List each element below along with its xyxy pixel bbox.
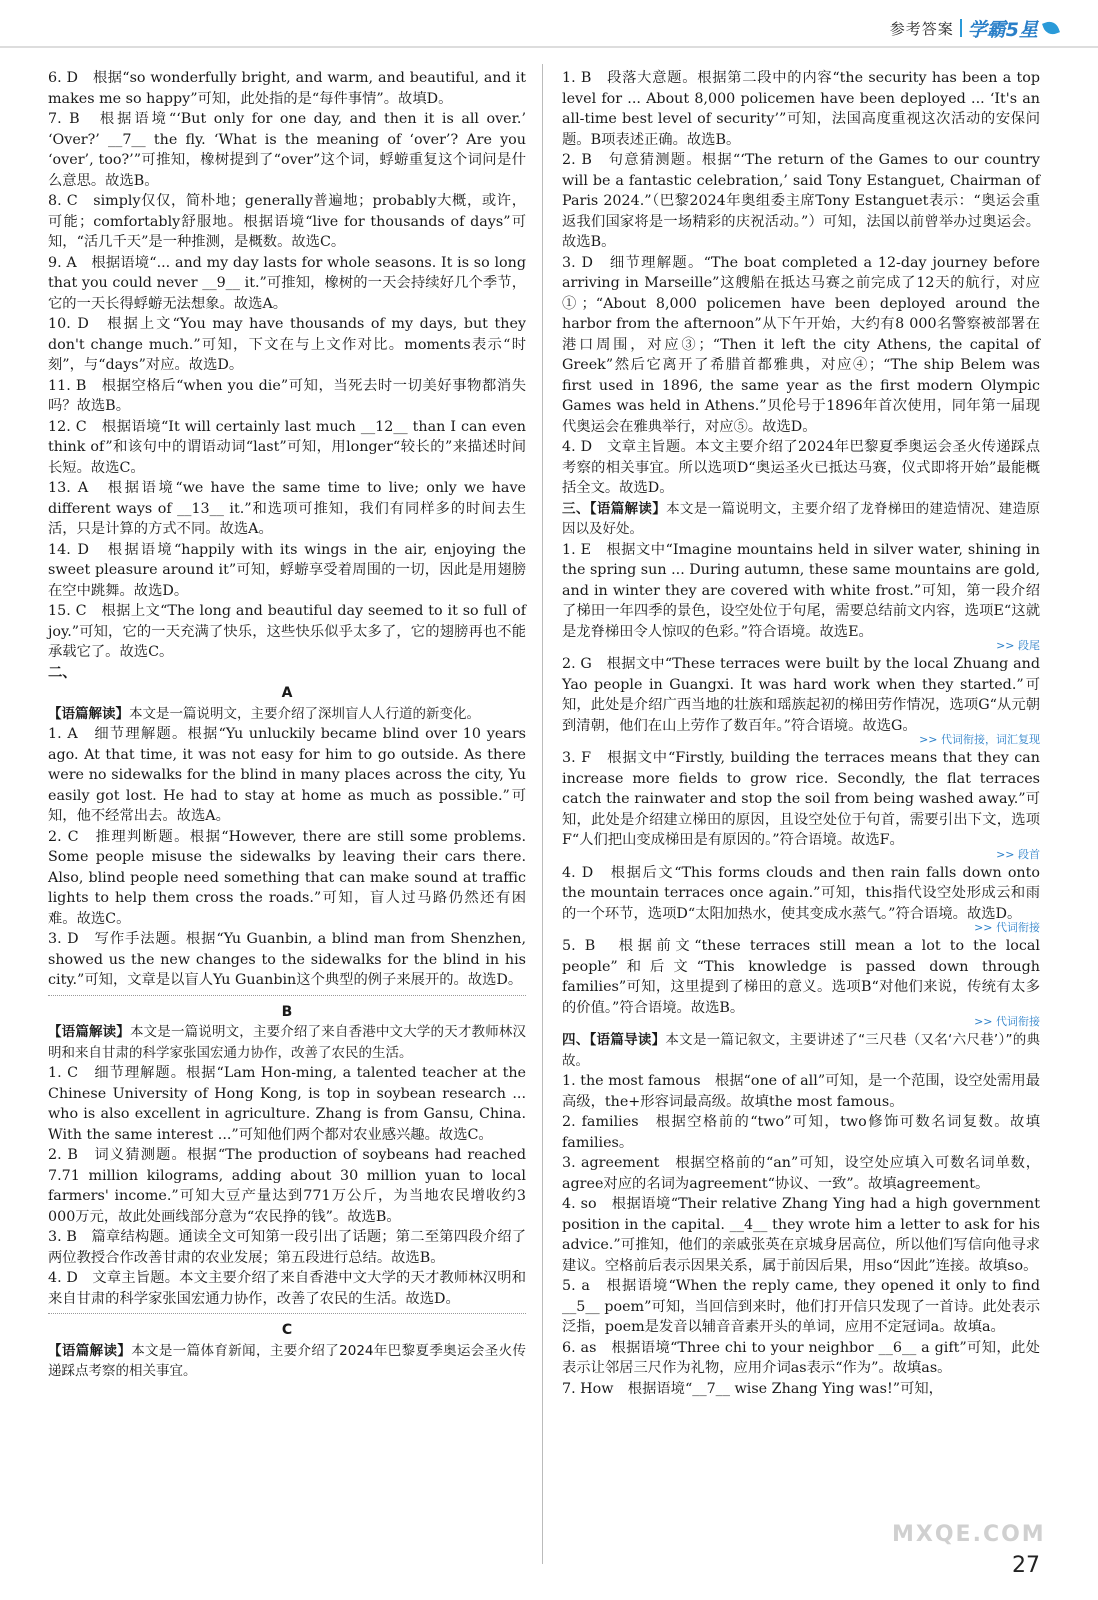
answer-item: 2. B 句意猜测题。根据“‘The return of the Games to our country will be a fantastic celebration,’ said Tony Estanguet, Chairman of Paris 2024.”（巴黎2024年奥组委主席Tony Estanguet表示：“奥运会重返我们国家将是一场精彩的庆祝活动。”）可知，法国以前曾举办过奥运会。故选B。 — [562, 152, 1040, 250]
answer-item: 6. D 根据“so wonderfully bright, and warm, and beautiful, and it makes me so happy”可知，此处指的是“每件事情”。故填D。 — [48, 70, 526, 107]
passage-summary — [562, 1030, 1040, 1071]
answer-item: 4. D 文章主旨题。本文主要介绍了2024年巴黎夏季奥运会圣火传递踩点考察的相关事宜。所以选项D“奥运圣火已抵达马赛，仪式即将开始”最能概括全文。故选D。 — [562, 439, 1040, 496]
left-column — [48, 68, 526, 1382]
answer-item: 3. F 根据文中“Firstly, building the terraces means that they can increase more fields to grow rice. Secondly, the flat terraces catch the rainwater and stop the soil from being washed away.”可知，此处是介绍建立梯田的原因，且设空处位于句首，需要引出下文，选项F“人们把山变成梯田是有原因的。”符合语境。故选F。 — [562, 750, 1040, 848]
passage-summary — [48, 704, 526, 725]
summary-label: 四、【语篇导读】 — [562, 1032, 666, 1048]
hint-tag: >> 段首 — [996, 847, 1040, 861]
answer-item: 5. B 根据前文“these terraces still mean a lot to the local people”和后文“This knowledge is passed down through families”可知，这里提到了梯田的意义。选项B“对他们来说，传统有太多的价值。”符合语境。故选B。 — [562, 938, 1040, 1016]
answer-item: 7. B 根据语境“‘But only for one day, and then it is all over.’ ‘Over?’ __7__ the fly. ‘What is the meaning of ‘over’? Are you ‘over’, too?’”可推知，橡树提到了“over”这个词，蜉蝣重复这个词问是什么意思。故选B。 — [48, 111, 526, 189]
summary-label: 【语篇解读】 — [48, 1342, 132, 1359]
answer-item: 1. the most famous 根据“one of all”可知，是一个范围，设空处需用最高级，the+形容词最高级。故填the most famous。 — [562, 1073, 1040, 1110]
summary-text: 本文是一篇说明文，主要介绍了龙脊梯田的建造情况、建造原因以及好处。 — [562, 500, 1041, 537]
answer-item: 12. C 根据语境“It will certainly last much __12__ than I can even think of”和该句中的谓语动词“last”可知，用longer“较长的”来描述时间长短。故选C。 — [48, 418, 526, 476]
answer-item: 1. E 根据文中“Imagine mountains held in silver water, shining in the spring sun ... During autumn, these same mountains are gold, and in winter they are covered with white frost.”可知，第一段介绍了梯田一年四季的景色，设空处位于句尾，需要总结前文内容，选项E“这就是龙脊梯田令人惊叹的色彩。”符合语境。故选E。 — [562, 541, 1040, 640]
hint-tag: >> 代词衔接 — [974, 921, 1040, 934]
answer-item: 6. as 根据语境“Three chi to your neighbor __6__ a gift”可知，此处表示让邻居三尺作为礼物，应用介词as表示“作为”。故填as。 — [562, 1339, 1040, 1376]
answer-item: 4. so 根据语境“Their relative Zhang Ying had a high government position in the capital. __4__ they wrote him a letter to ask for his advice.”可推知，他们的亲戚张英在京城身居高位，所以他们写信向他寻求建议。空格前后表示因果关系，属于前因后果，用so“因此”连接。故填so。 — [562, 1196, 1040, 1274]
answer-item: 9. A 根据语境“... and my day lasts for whole seasons. It is so long that you could never __9__ it.”可推知，橡树的一天会持续好几个季节，它的一天长得蜉蝣无法想象。故选A。 — [48, 254, 526, 312]
bird-icon — [1042, 19, 1060, 37]
summary-text: 本文是一篇记叙文，主要讲述了“三尺巷（又名‘六尺巷’）”的典故。 — [562, 1032, 1041, 1069]
header-label: 参考答案 — [889, 19, 954, 38]
hint-tag: >> 段尾 — [996, 639, 1040, 652]
answer-item: 3. D 细节理解题。“The boat completed a 12-day journey before arriving in Marseille”这艘船在抵达马赛之前完成了12天的航行，对应①；“About 8,000 policemen have been deployed around the harbor from the afternoon”从下午开始，大约有8 000名警察被部署在港口周围，对应③；“Then it left the city Athens, the capital of Greek”然后它离开了希腊首都雅典，对应④；“The ship Belem was first used in 1896, the same year as the first modern Olympic Games was held in Athens.”贝伦号于1896年首次使用，同年第一届现代奥运会在雅典举行，对应⑤。故选D。 — [562, 254, 1040, 435]
answer-item: 5. a 根据语境“When the reply came, they opened it only to find __5__ poem”可知，当回信到来时，他们打开信只发现了一首诗。此处表示泛指，poem是发音以辅音音素开头的单词，应用不定冠词a。故填a。 — [562, 1278, 1040, 1335]
answer-item: 7. How 根据语境“__7__ wise Zhang Ying was!”可知， — [562, 1380, 943, 1397]
summary-label: 【语篇解读】 — [48, 705, 129, 722]
right-column — [562, 68, 1040, 1399]
answer-item: 2. families 根据空格前的“two”可知，two修饰可数名词复数。故填families。 — [562, 1114, 1040, 1151]
answer-item: 1. B 段落大意题。根据第二段中的内容“the security has been a top level for ... About 8,000 policemen have been deployed ... ‘It's an all-time best level of security’”可知，法国高度重视这次活动的安保问题。B项表述正确。故选B。 — [562, 70, 1040, 148]
passage-letter: B — [281, 1003, 293, 1020]
answer-item: 2. G 根据文中“These terraces were built by the local Zhuang and Yao people in Guangxi. It was hard work when they started.”可知，此处是介绍广西当地的壮族和瑶族起初的梯田劳作情况，选项G“从元朝到清朝，他们在山上劳作了数百年。”符合语境。故选G。 — [562, 656, 1040, 734]
hint-tag: >> 代词衔接，词汇复现 — [919, 733, 1040, 746]
answer-item: 8. C simply仅仅，简朴地；generally普遍地；probably大概，或许，可能；comfortably舒服地。根据语境“live for thousands of days”可知，“活几千天”是一种推测，是概数。故选C。 — [48, 193, 526, 250]
summary-text: 本文是一篇说明文，主要介绍了深圳盲人人行道的新变化。 — [129, 705, 480, 722]
summary-text: 本文是一篇说明文，主要介绍了来自香港中文大学的天才教师林汉明和来自甘肃的科学家张国宏通力协作，改善了农民的生活。 — [48, 1024, 527, 1061]
answer-item: 11. B 根据空格后“when you die”可知，当死去时一切美好事物都消失吗？故选B。 — [48, 377, 526, 414]
answer-item: 15. C 根据上文“The long and beautiful day seemed to it so full of joy.”可知，它的一天充满了快乐，这些快乐似乎太多了，它的翅膀再也不能承载它了。故选C。 — [48, 603, 526, 660]
passage-summary — [48, 1341, 526, 1382]
hint-tag: >> 代词衔接 — [974, 1015, 1040, 1028]
answer-item: 3. D 写作手法题。根据“Yu Guanbin, a blind man from Shenzhen, showed us the new changes to the sidewalks for the blind in his city.”可知，文章是以盲人Yu Guanbin这个典型的例子来展开的。故选D。 — [48, 931, 526, 988]
passage-summary — [562, 499, 1040, 540]
answer-item: 3. B 篇章结构题。通读全文可知第一段引出了话题；第二至第四段介绍了两位教授合作改善甘肃的农业发展；第五段进行总结。故选B。 — [48, 1229, 526, 1266]
header-brand: 学霸5星 — [967, 18, 1038, 41]
section-separator — [48, 1313, 526, 1314]
answer-item: 10. D 根据上文“You may have thousands of my days, but they don't change much.”可知，下文在与上文作对比。moments表示“时刻”，与“days”对应。故选D。 — [48, 316, 526, 373]
header-divider — [0, 46, 1098, 48]
section-heading: 二、 — [48, 664, 77, 681]
answer-item: 4. D 根据后文“This forms clouds and then rain falls down onto the mountain terraces once again.”可知，this指代设空处形成云和雨的一个环节，选项D“太阳加热水，使其变成水蒸气。”符合语境。故选D。 — [562, 864, 1040, 922]
page-header — [890, 14, 1058, 42]
answer-item: 13. A 根据语境“we have the same time to live; only we have different ways of __13__ it.”和选项可推知，我们有同样多的时间去生活，只是计算的方式不同。故选A。 — [48, 480, 526, 537]
passage-letter: A — [281, 685, 293, 701]
page-number: 27 — [1012, 1553, 1040, 1578]
answer-item: 1. A 细节理解题。根据“Yu unluckily became blind over 10 years ago. At that time, it was not easy for him to go outside. As there were no sidewalks for the blind in many places across the city, Yu easily got lost. He had to stay at home as much as possible.”可知，他不经常出去。故选A。 — [48, 726, 526, 824]
answer-item: 3. agreement 根据空格前的“an”可知，设空处应填入可数名词单数，agree对应的名词为agreement“协议、一致”。故填agreement。 — [562, 1155, 1040, 1192]
section-separator — [48, 995, 526, 996]
header-separator — [960, 19, 962, 37]
answer-item: 2. C 推理判断题。根据“However, there are still some problems. Some people misuse the sidewalks by leaving their cars there. Also, blind people need something that can make sound at traffic lights to help them cross the roads.”可知，盲人过马路仍然还有困难。故选C。 — [48, 828, 526, 927]
answer-item: 4. D 文章主旨题。本文主要介绍了来自香港中文大学的天才教师林汉明和来自甘肃的科学家张国宏通力协作，改善了农民的生活。故选D。 — [48, 1270, 526, 1307]
summary-label: 【语篇解读】 — [48, 1024, 130, 1040]
summary-text: 本文是一篇体育新闻，主要介绍了2024年巴黎夏季奥运会圣火传递踩点考察的相关事宜。 — [48, 1342, 527, 1379]
answer-item: 2. B 词义猜测题。根据“The production of soybeans had reached 7.71 million kilograms, adding about 30 million yuan to local farmers' income.”可知大豆产量达到771万公斤，为当地农民增收约3 000万元，故此处画线部分意为“农民挣的钱”。故选B。 — [48, 1147, 526, 1225]
watermark: MXQE.COM — [892, 1522, 1046, 1547]
passage-summary — [48, 1022, 526, 1063]
summary-label: 三、【语篇解读】 — [562, 500, 667, 517]
column-divider — [542, 64, 543, 1564]
answer-item: 14. D 根据语境“happily with its wings in the air, enjoying the sweet pleasure around it”可知，蜉蝣享受着周围的一切，因此是用翅膀在空中跳舞。故选D。 — [48, 541, 526, 599]
passage-letter: C — [281, 1322, 293, 1338]
answer-item: 1. C 细节理解题。根据“Lam Hon-ming, a talented teacher at the Chinese University of Hong Kong, is top in soybean research ... who is also excellent in agriculture. Zhang is from Gansu, China. With the same interest ...”可知他们两个都对农业感兴趣。故选C。 — [48, 1065, 526, 1143]
